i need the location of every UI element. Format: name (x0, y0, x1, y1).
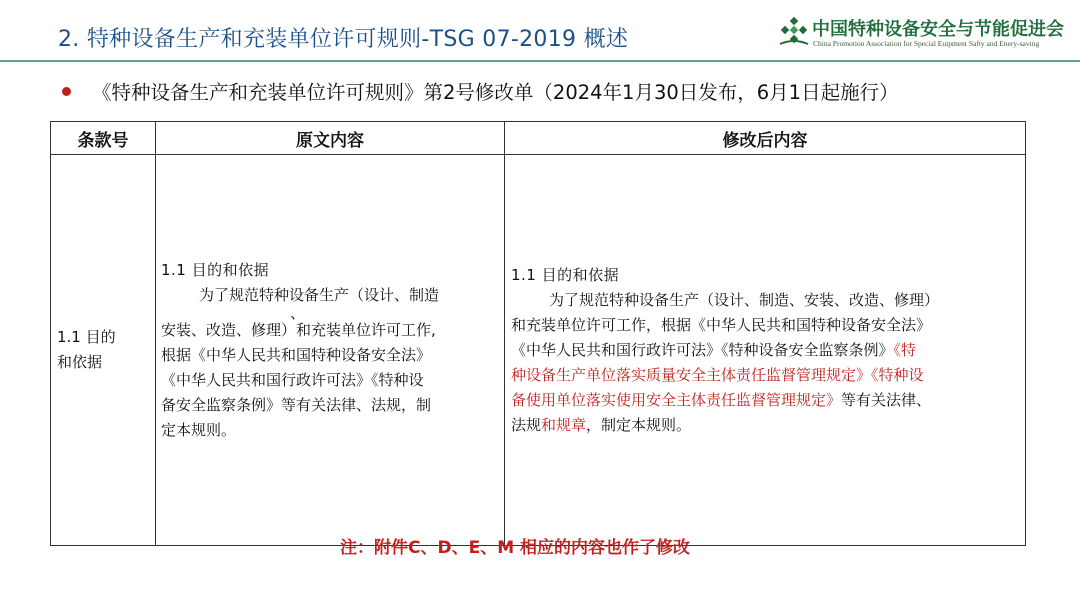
modified-line-3-added: 《特 (893, 340, 917, 359)
modified-line-2: 和充装单位许可工作，根据《中华人民共和国特种设备安全法》 (511, 315, 932, 334)
association-logo (778, 14, 1068, 52)
modified-line-3-text: 《中华人民共和国行政许可法》《特种设备安全监察条例》 (511, 340, 894, 359)
table-row (51, 155, 1026, 546)
clause-line-2: 和依据 (57, 353, 103, 371)
original-line-4: 《中华人民共和国行政许可法》《特种设 (161, 370, 424, 389)
bullet-icon (62, 87, 71, 96)
modified-line-4-added: 种设备生产单位落实质量安全主体责任监督管理规定》《特种设 (511, 365, 924, 384)
modified-line-6 (511, 413, 1021, 438)
original-line-3: 根据《中华人民共和国特种设备安全法》 (161, 345, 432, 364)
header-divider (0, 60, 1080, 62)
clause-line-1: 1.1 目的 (57, 328, 116, 346)
logo-subtitle: China Promotion Association for Special Euipment Safty and Enery-saving (813, 39, 1040, 48)
comparison-table (50, 121, 1026, 546)
original-line-2: 安装、改造、修理）和充装单位许可工作, (161, 320, 436, 339)
modified-line-3 (511, 338, 1021, 363)
modified-line-6-text: 法规 (511, 415, 542, 434)
logo-name: 中国特种设备安全与节能促进会 (812, 19, 1064, 40)
original-cell (156, 155, 505, 546)
modified-line-5 (511, 388, 1021, 413)
original-line-6: 定本规则。 (161, 420, 237, 439)
page-title: 2. 特种设备生产和充装单位许可规则-TSG 07-2019 概述 (58, 27, 629, 52)
modified-heading: 1.1 目的和依据 (511, 265, 620, 284)
modified-cell (505, 155, 1026, 546)
modified-line-5-text: 等有关法律、 (841, 390, 932, 409)
footnote: 注：附件C、D、E、M 相应的内容也作了修改 (340, 538, 691, 558)
header-modified: 修改后内容 (505, 122, 1026, 155)
table-header-row (51, 122, 1026, 155)
header-clause: 条款号 (51, 122, 156, 155)
original-line-5: 备安全监察条例》等有关法律、法规，制 (161, 395, 432, 414)
association-emblem-icon (778, 16, 810, 48)
bullet-text: 《特种设备生产和充装单位许可规则》第2号修改单（2024年1月30日发布，6月1日起施行） (92, 81, 899, 104)
clause-cell (51, 155, 156, 546)
modified-line-6-added: 和规章 (541, 415, 587, 434)
modified-line-6-end: ，制定本规则。 (586, 415, 692, 434)
original-heading: 1.1 目的和依据 (161, 260, 270, 279)
modified-line-5-added: 备使用单位落实使用安全主体责任监督管理规定》 (511, 390, 842, 409)
original-line-1: 为了规范特种设备生产（设计、制造 (199, 285, 440, 304)
header-original: 原文内容 (156, 122, 505, 155)
modified-line-1: 为了规范特种设备生产（设计、制造、安装、改造、修理） (549, 290, 940, 309)
original-dot: 、 (289, 303, 305, 322)
